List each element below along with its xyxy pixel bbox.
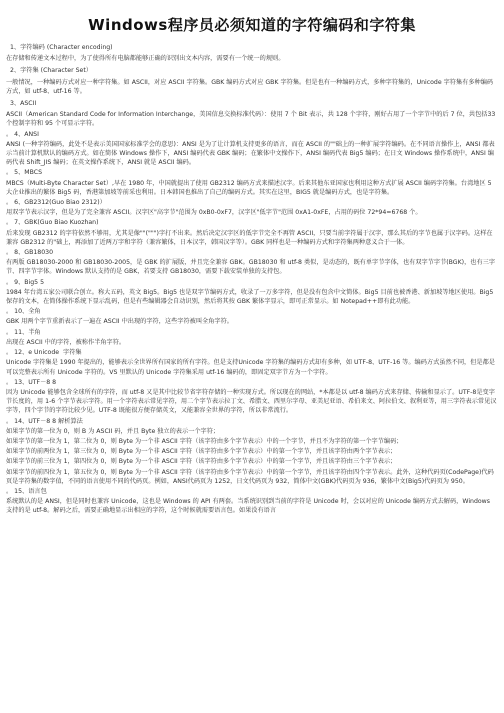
paragraph: 。 15、语言包 [6,487,47,495]
paragraph: 。 13、UTF－8 8 [6,378,57,386]
paragraph: 。 8、GB18030 [6,249,54,257]
paragraph: GBK 用两个字节重新表示了一遍在 ASCII 中出现的字符，这些字符被叫全角字符。 [6,318,233,326]
paragraph: 如果字节的第一位为 0，则 B 为 ASCII 码，并且 Byte 独立的表示一个字符； [6,427,220,435]
paragraph: 如果字节的前两位为 1，第三位为 0，则 Byte 为一个非 ASCII 字符（该字符由多个字节表示）中的第一个字节，并且该字符由两个字节表示； [6,448,397,456]
paragraph: 如果字节的前三位为 1，第四位为 0，则 Byte 为一个非 ASCII 字符（该字符由多个字节表示）中的第一个字节，并且该字符由三个字节表示； [6,458,397,466]
paragraph: 如果字节的前四位为 1，第五位为 0，则 Byte 为一个非 ASCII 字符（该字符由多个字节表示）中的第一个字节，并且该字符由四个字节表示。此外，这种代码页(CodePage)代码页是字符集的数字值，不同的语言使用不同的代码页。例如，ANSI代码页为 1252，日文代码页为 932，简体中文(GBK)代码页为 936，繁体中文(Big5)代码页为 950。 [6,468,494,485]
paragraph: ANSI (一种字符编码，此处不是表示美国国家标准学会的意思)：ANSI 是为了让计算机支持更多的语言，而在 ASCII 的""础上的一种扩展字符编码。在不同语言操作上，ANSI 都表示当前计算机默认的编码方式。如在简体 Windows 操作下，ANSI 编码代表 GBK 编码；在繁体中文操作下，ANSI 编码代表 Big5 编码；在日文 Windows 操作系统中，ANSI 编码代表 Shift_JIS 编码；在英文操作系统下，ANSI 就是 ASCII 编码。 [6,140,495,167]
document-body [6,43,498,516]
paragraph: MBCS（Multi-Byte Character Set）,早在 1980 年，中国就提出了使用 GB2312 编码方式来描述汉字。后来其他东亚国家也利用这种方式扩展 ASCII 编码字符集。台湾地区 5 大企业推出的繁体 Big5 码，香港第加坡等前采也利用。日本韩国也推出了自己的编码方式。其实在这里，BIG5 就是编码方式，也是字符集。 [6,179,494,196]
paragraph: 。 7、GBK(Guo Biao Kuozhan) [6,219,99,227]
section-heading: 3、ASCII [10,100,37,108]
paragraph: 一般情况，一种编码方式对应一种字符集。如 ASCII，对应 ASCII 字符集。GBK 编码方式对应 GBK 字符集。但是也有一种编码方式，多种字符集的，Unicode 字符集有多种编码方式，如 utf-8、utf-16 等。 [6,78,494,95]
paragraph: 因为 Unicode 能够包含全球所有的字符，而 utf-8 又是其中比较节省字符存储的一种实现方式。所以现在的网站，*本都是以 utf-8 编码方式来存储、传输和显示了。UTF-8是变字节长度的，用 1-6 个字节表示字符。用一个字符表示常见字符，用二个字节表示拉丁文、希腊文、西里尔字母、亚美尼亚语、希伯来文、阿拉伯文、叙利亚等，用三字符表示常见汉字等，四个字节的字符比较少见。UTF-8 既能很方便存储英文，又能兼容全世界的字符，所以非常流行。 [6,388,497,415]
paragraph: 有两版 GB18030-2000 和 GB18030-2005，是 GBK 的扩展版，并且完全兼容 GBK。GB18030 和 utf-8 类似，是动态的，既有单字节字体，也有双字节字节(BGK)，也有三字节、四字节字体。Windows 默认支持的是 GBK，若要支持 GB18030，需要下载安装单独的支持包。 [6,259,496,276]
paragraph: 。 12、e Unicode 字符集 [6,349,82,357]
paragraph: 。 14、UTF－8 8 解析算法 [6,417,83,425]
paragraph: 1984 年台湾五家公司联合创立。称大五码，英文 Big5。Big5 也是双字节编码方式，收录了一万多字符，但是没有包含中文简体。Big5 目前也被香港、新加坡等地区使用。Big5 保存的文本，在简体操作系统下显示乱码，但是有些编辑器会自动识别，然后将其按 GBK 繁体字显示，即可正常显示。如 Notepad++即有此功能。 [6,288,496,306]
paragraph: 。 4、ANSI [6,130,39,138]
paragraph: 。 11、半角 [6,328,41,336]
paragraph: 。 5、MBCS [6,169,43,177]
paragraph: 。 9、Big5 5 [6,278,45,286]
paragraph: 后来发现 GB2312 的字符依然不够用，尤其是像""(""")字打不出来。然后决定汉字区的低字节完全不再管 ASCII，只要当前字符属于汉字，那么其后的字节也属于汉字码。这样在兼容 GB2312 的"础上，再添加了近两万字和字符（兼容繁体，日本汉字，韩国汉字等）。GBK 同样也是一种编码方式和字符集两种意义合于一体。 [6,229,493,246]
paragraph: 系统默认的是 ANSI，但是同时也兼容 Unicode，这也是 Windows 的 API 有两套。当系统识别到当前的字符是 Unicode 时，会以对应的 Unicode 编码方式去解码，Windows 支持的是 utf-8。解码之后，需要正确地显示出相应的字符，这个时候就需要语言包。如果没有语言 [6,498,492,515]
paragraph: Unicode 字符集是 1990 年提出的，能够表示全世界所有国家的所有字符。但是支持Unicode 字符集的编码方式却有多种，如 UTF-8、UTF-16 等。编码方式虽然不同，但是都是可以完整表示所有 Unicode 字符的。VS 里默认的 Unicode 字符集采用 utf-16 编码的，即固定双字节方为一个字符。 [6,359,495,376]
paragraph: 出现在 ASCII 中的字符，被称作半角字符。 [6,338,126,346]
paragraph: 用双字节表示汉字，但是为了完全兼容 ASCII。汉字区"高字节"范围为 0xB0-0xF7，汉字区"低字节"范围 0xA1-0xFE，占用的码位 72*94=6768 个。 [6,209,422,217]
paragraph: 如果字节的第一位为 1，第二位为 0，则 Byte 为一个非 ASCII 字符（该字符由多个字节表示）中的一个字节，并且不为字符的第一个字节编码； [6,437,403,445]
section-heading: 2、字符集 (Character Set） [10,67,92,75]
section-heading: 1、字符编码 (Character encoding) [10,44,113,51]
paragraph: 在存储和传递文本过程中，为了使得所有电脑都能够正确的识别出文本内容，需要有一个统一的规则。 [6,55,285,63]
paragraph: ASCII（American Standard Code for Information Interchange，美国信息交换标准代码）：使用 7 个 Bit 表示，共 128 个字符，刚好占用了一个字节中的后 7 位，共包括33 个控制字符和 95 个可显示字符。 [6,111,498,128]
paragraph: 。 10、全角 [6,308,41,316]
document-title: Windows程序员必须知道的字符编码和字符集 [88,16,416,34]
paragraph: 。 6、GB2312(Guo Biao 2312)） [6,199,106,207]
